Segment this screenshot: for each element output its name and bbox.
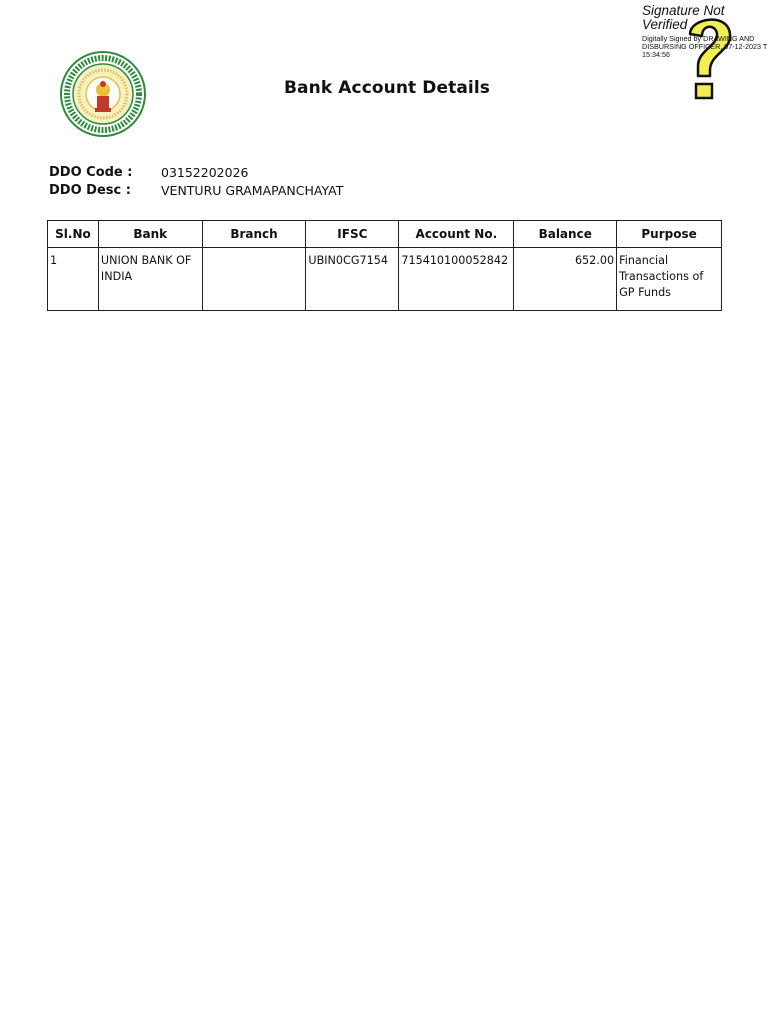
- signature-status: Signature Not Verified: [642, 3, 725, 32]
- header-branch: Branch: [202, 221, 306, 248]
- ddo-code-value: 03152202026: [161, 165, 249, 180]
- page-title: Bank Account Details: [284, 78, 491, 98]
- table-row: [48, 248, 722, 311]
- cell-purpose: Financial Transactions of GP Funds: [617, 248, 722, 311]
- header-ifsc: IFSC: [306, 221, 399, 248]
- ddo-desc-value: VENTURU GRAMAPANCHAYAT: [161, 183, 344, 198]
- cell-bank: UNION BANK OF INDIA: [98, 248, 202, 311]
- ddo-code-label: DDO Code :: [49, 165, 133, 180]
- header-slno: Sl.No: [48, 221, 99, 248]
- cell-account-no: 715410100052842: [399, 248, 514, 311]
- bank-accounts-table: [47, 220, 722, 311]
- ddo-desc-label: DDO Desc :: [49, 183, 131, 198]
- header-account-no: Account No.: [399, 221, 514, 248]
- header-bank: Bank: [98, 221, 202, 248]
- signature-detail: Digitally Signed by DRAWING AND DISBURSING OFFICER, 07-12-2023 T 15:34:56: [642, 34, 768, 59]
- cell-slno: 1: [48, 248, 99, 311]
- header-balance: Balance: [514, 221, 617, 248]
- cell-branch: [202, 248, 306, 311]
- cell-balance: 652.00: [514, 248, 617, 311]
- state-emblem-logo: [59, 50, 147, 138]
- table-header-row: [48, 221, 722, 248]
- cell-ifsc: UBIN0CG7154: [306, 248, 399, 311]
- header-purpose: Purpose: [617, 221, 722, 248]
